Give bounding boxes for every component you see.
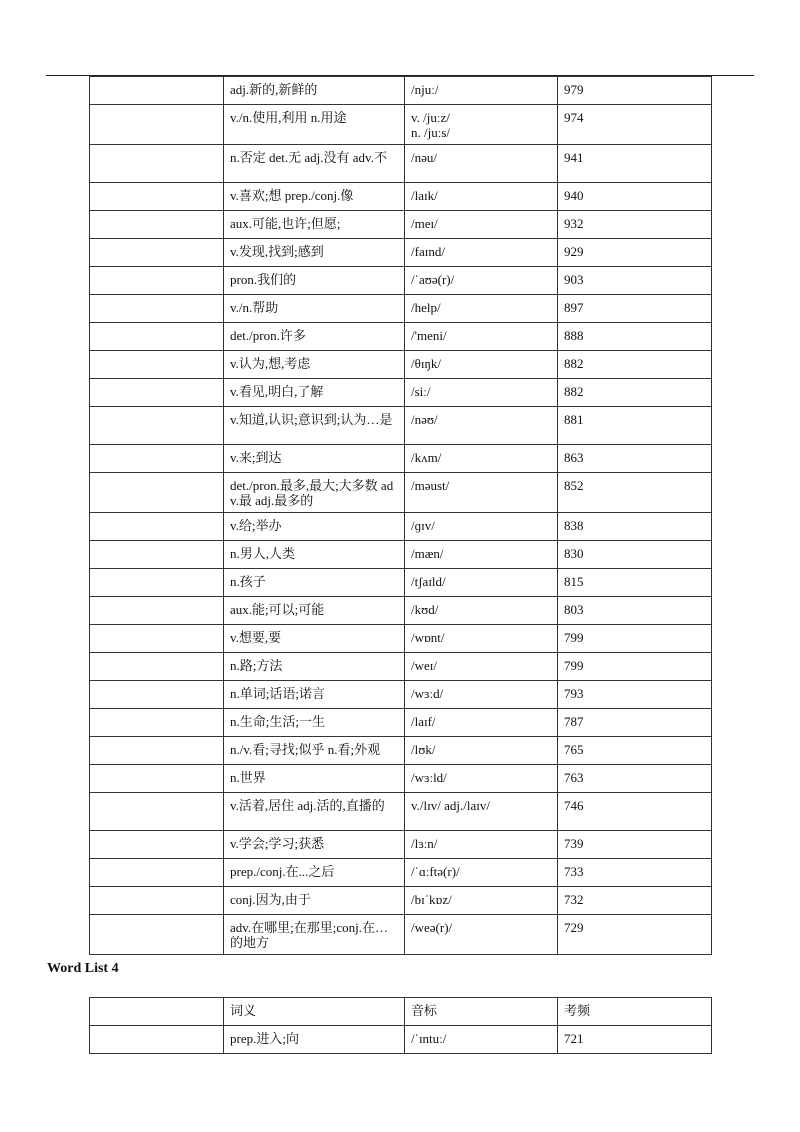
meaning-cell: v.看见,明白,了解 <box>224 379 405 407</box>
phonetic-cell: /nəʊ/ <box>405 407 558 445</box>
meaning-cell: n.路;方法 <box>224 653 405 681</box>
table-row <box>90 831 712 859</box>
table-row <box>90 295 712 323</box>
frequency-cell: 739 <box>558 831 712 859</box>
frequency-cell: 799 <box>558 625 712 653</box>
meaning-cell: pron.我们的 <box>224 267 405 295</box>
table-row <box>90 77 712 105</box>
empty-cell <box>90 473 224 513</box>
meaning-cell: v.喜欢;想 prep./conj.像 <box>224 183 405 211</box>
empty-cell <box>90 653 224 681</box>
table-row <box>90 597 712 625</box>
table-row <box>90 211 712 239</box>
header-phonetic: 音标 <box>405 998 558 1026</box>
empty-cell <box>90 737 224 765</box>
empty-cell <box>90 681 224 709</box>
phonetic-cell: /ˈaʊə(r)/ <box>405 267 558 295</box>
phonetic-cell: /weə(r)/ <box>405 915 558 955</box>
frequency-cell: 803 <box>558 597 712 625</box>
frequency-cell: 881 <box>558 407 712 445</box>
empty-cell <box>90 379 224 407</box>
empty-cell <box>90 351 224 379</box>
phonetic-cell: /meɪ/ <box>405 211 558 239</box>
table-row <box>90 351 712 379</box>
section-title: Word List 4 <box>47 961 119 976</box>
word-table <box>89 76 712 955</box>
empty-cell <box>90 323 224 351</box>
phonetic-cell: /məust/ <box>405 473 558 513</box>
empty-cell <box>90 239 224 267</box>
header-meaning: 词义 <box>224 998 405 1026</box>
table-row <box>90 1026 712 1054</box>
header-frequency: 考频 <box>558 998 712 1026</box>
frequency-cell: 793 <box>558 681 712 709</box>
meaning-cell: n.孩子 <box>224 569 405 597</box>
phonetic-cell: /wɒnt/ <box>405 625 558 653</box>
phonetic-cell: /faɪnd/ <box>405 239 558 267</box>
phonetic-cell: /laɪf/ <box>405 709 558 737</box>
table-row <box>90 569 712 597</box>
frequency-cell: 979 <box>558 77 712 105</box>
table-row <box>90 379 712 407</box>
meaning-cell: det./pron.最多,最大;大多数 adv.最 adj.最多的 <box>224 473 405 513</box>
meaning-cell: adv.在哪里;在那里;conj.在…的地方 <box>224 915 405 955</box>
phonetic-cell: /'meni/ <box>405 323 558 351</box>
frequency-cell: 765 <box>558 737 712 765</box>
phonetic-cell: /ˈɑːftə(r)/ <box>405 859 558 887</box>
phonetic-cell: /help/ <box>405 295 558 323</box>
meaning-cell: v./n.使用,利用 n.用途 <box>224 105 405 145</box>
frequency-cell: 882 <box>558 379 712 407</box>
empty-cell <box>90 793 224 831</box>
phonetic-cell: /tʃaɪld/ <box>405 569 558 597</box>
meaning-cell: v.发现,找到;感到 <box>224 239 405 267</box>
meaning-cell: aux.可能,也许;但愿; <box>224 211 405 239</box>
table-row <box>90 625 712 653</box>
empty-cell <box>90 859 224 887</box>
meaning-cell: v.学会;学习;获悉 <box>224 831 405 859</box>
frequency-cell: 838 <box>558 513 712 541</box>
frequency-cell: 721 <box>558 1026 712 1054</box>
table-row <box>90 765 712 793</box>
frequency-cell: 897 <box>558 295 712 323</box>
word-list-4-table <box>89 997 712 1054</box>
meaning-cell: prep./conj.在...之后 <box>224 859 405 887</box>
table-row <box>90 737 712 765</box>
word-table-body <box>90 77 712 955</box>
frequency-cell: 941 <box>558 145 712 183</box>
frequency-cell: 815 <box>558 569 712 597</box>
phonetic-cell: /bɪˈkɒz/ <box>405 887 558 915</box>
frequency-cell: 733 <box>558 859 712 887</box>
empty-cell <box>90 569 224 597</box>
table-row <box>90 709 712 737</box>
meaning-cell: v./n.帮助 <box>224 295 405 323</box>
phonetic-cell: /ˈɪntuː/ <box>405 1026 558 1054</box>
frequency-cell: 932 <box>558 211 712 239</box>
frequency-cell: 863 <box>558 445 712 473</box>
table-row <box>90 859 712 887</box>
frequency-cell: 929 <box>558 239 712 267</box>
phonetic-cell: /wɜːld/ <box>405 765 558 793</box>
frequency-cell: 746 <box>558 793 712 831</box>
meaning-cell: v.活着,居住 adj.活的,直播的 <box>224 793 405 831</box>
frequency-cell: 830 <box>558 541 712 569</box>
frequency-cell: 903 <box>558 267 712 295</box>
empty-cell <box>90 295 224 323</box>
meaning-cell: v.知道,认识;意识到;认为…是 <box>224 407 405 445</box>
empty-cell <box>90 765 224 793</box>
table-row <box>90 681 712 709</box>
empty-cell <box>90 541 224 569</box>
meaning-cell: aux.能;可以;可能 <box>224 597 405 625</box>
table-row <box>90 915 712 955</box>
empty-cell <box>90 998 224 1026</box>
word-list-4-body <box>90 998 712 1054</box>
meaning-cell: det./pron.许多 <box>224 323 405 351</box>
empty-cell <box>90 597 224 625</box>
phonetic-cell: /wɜːd/ <box>405 681 558 709</box>
meaning-cell: n.世界 <box>224 765 405 793</box>
empty-cell <box>90 407 224 445</box>
frequency-cell: 787 <box>558 709 712 737</box>
empty-cell <box>90 1026 224 1054</box>
frequency-cell: 882 <box>558 351 712 379</box>
empty-cell <box>90 105 224 145</box>
meaning-cell: adj.新的,新鲜的 <box>224 77 405 105</box>
frequency-cell: 729 <box>558 915 712 955</box>
phonetic-cell: v./lɪv/ adj./laɪv/ <box>405 793 558 831</box>
meaning-cell: n.生命;生活;一生 <box>224 709 405 737</box>
table-row <box>90 407 712 445</box>
frequency-cell: 799 <box>558 653 712 681</box>
phonetic-cell: /lɜːn/ <box>405 831 558 859</box>
meaning-cell: v.想要,要 <box>224 625 405 653</box>
phonetic-cell: /weɪ/ <box>405 653 558 681</box>
table-row <box>90 239 712 267</box>
meaning-cell: n.否定 det.无 adj.没有 adv.不 <box>224 145 405 183</box>
phonetic-cell: /laɪk/ <box>405 183 558 211</box>
empty-cell <box>90 831 224 859</box>
phonetic-cell: /θɪŋk/ <box>405 351 558 379</box>
meaning-cell: n.单词;话语;诺言 <box>224 681 405 709</box>
empty-cell <box>90 77 224 105</box>
frequency-cell: 732 <box>558 887 712 915</box>
meaning-cell: v.来;到达 <box>224 445 405 473</box>
phonetic-cell: /kʊd/ <box>405 597 558 625</box>
empty-cell <box>90 211 224 239</box>
table-row <box>90 793 712 831</box>
empty-cell <box>90 625 224 653</box>
table-row <box>90 105 712 145</box>
phonetic-cell: /nəu/ <box>405 145 558 183</box>
table-header-row <box>90 998 712 1026</box>
meaning-cell: v.认为,想,考虑 <box>224 351 405 379</box>
frequency-cell: 974 <box>558 105 712 145</box>
empty-cell <box>90 513 224 541</box>
table-row <box>90 887 712 915</box>
empty-cell <box>90 267 224 295</box>
phonetic-cell: /siː/ <box>405 379 558 407</box>
table-row <box>90 267 712 295</box>
phonetic-cell: /lʊk/ <box>405 737 558 765</box>
table-row <box>90 145 712 183</box>
frequency-cell: 763 <box>558 765 712 793</box>
table-row <box>90 513 712 541</box>
table-row <box>90 183 712 211</box>
frequency-cell: 940 <box>558 183 712 211</box>
meaning-cell: n./v.看;寻找;似乎 n.看;外观 <box>224 737 405 765</box>
empty-cell <box>90 887 224 915</box>
frequency-cell: 888 <box>558 323 712 351</box>
table-row <box>90 653 712 681</box>
table-row <box>90 473 712 513</box>
table-row <box>90 323 712 351</box>
phonetic-cell: /njuː/ <box>405 77 558 105</box>
phonetic-cell: /mæn/ <box>405 541 558 569</box>
empty-cell <box>90 183 224 211</box>
meaning-cell: v.给;举办 <box>224 513 405 541</box>
table-row <box>90 541 712 569</box>
empty-cell <box>90 709 224 737</box>
meaning-cell: prep.进入;向 <box>224 1026 405 1054</box>
phonetic-cell: /kʌm/ <box>405 445 558 473</box>
empty-cell <box>90 915 224 955</box>
meaning-cell: conj.因为,由于 <box>224 887 405 915</box>
empty-cell <box>90 445 224 473</box>
table-row <box>90 445 712 473</box>
phonetic-cell: v. /juːz/ n. /juːs/ <box>405 105 558 145</box>
empty-cell <box>90 145 224 183</box>
meaning-cell: n.男人,人类 <box>224 541 405 569</box>
frequency-cell: 852 <box>558 473 712 513</box>
phonetic-cell: /ɡɪv/ <box>405 513 558 541</box>
